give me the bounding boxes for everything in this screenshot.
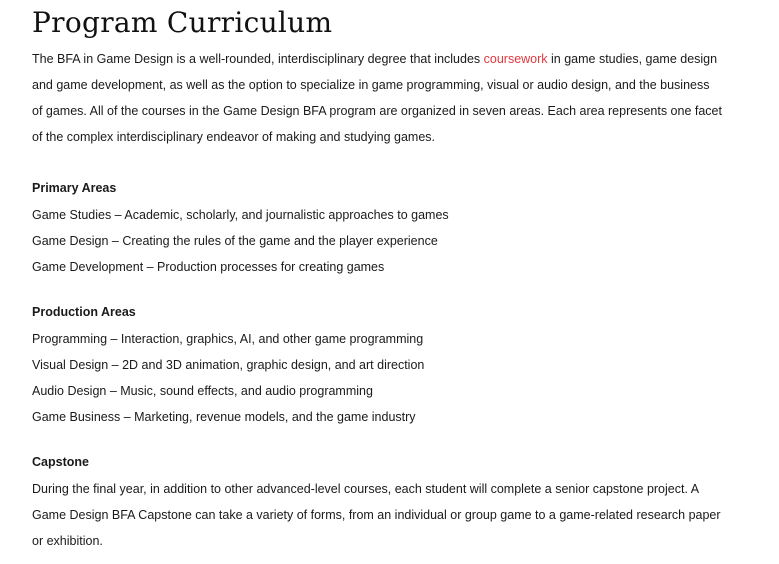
primary-area-item: Game Design – Creating the rules of the game and the player experience — [32, 234, 438, 248]
intro-text-after-link: in game studies, game design and game development, as well as the option to specialize in game programming, visual or audio design, and the business of games. All of the courses in the Game Design BFA program are organized in seven areas. Each area represents one facet of the complex interdisciplinary endeavor of making and studying games. — [32, 52, 722, 144]
production-areas-section — [32, 302, 732, 430]
production-area-item: Audio Design – Music, sound effects, and audio programming — [32, 384, 373, 398]
curriculum-page — [32, 0, 732, 554]
coursework-link[interactable]: coursework — [483, 52, 548, 66]
production-area-item: Visual Design – 2D and 3D animation, graphic design, and art direction — [32, 358, 425, 372]
production-area-item: Programming – Interaction, graphics, AI, and other game programming — [32, 332, 424, 346]
primary-areas-section — [32, 178, 732, 280]
capstone-heading: Capstone — [32, 455, 89, 469]
primary-areas-heading: Primary Areas — [32, 181, 117, 195]
page-title: Program Curriculum — [32, 6, 333, 39]
primary-area-item: Game Development – Production processes for creating games — [32, 260, 385, 274]
production-area-item: Game Business – Marketing, revenue models, and the game industry — [32, 410, 416, 424]
intro-text-before-link: The BFA in Game Design is a well-rounded, interdisciplinary degree that includes — [32, 52, 484, 66]
production-areas-heading: Production Areas — [32, 305, 136, 319]
intro-paragraph — [32, 46, 722, 150]
primary-area-item: Game Studies – Academic, scholarly, and journalistic approaches to games — [32, 208, 449, 222]
capstone-section — [32, 452, 732, 554]
capstone-description: During the final year, in addition to other advanced-level courses, each student will complete a senior capstone project. A Game Design BFA Capstone can take a variety of forms, from an individual or group game to a game-related research paper or exhibition. — [32, 482, 721, 548]
